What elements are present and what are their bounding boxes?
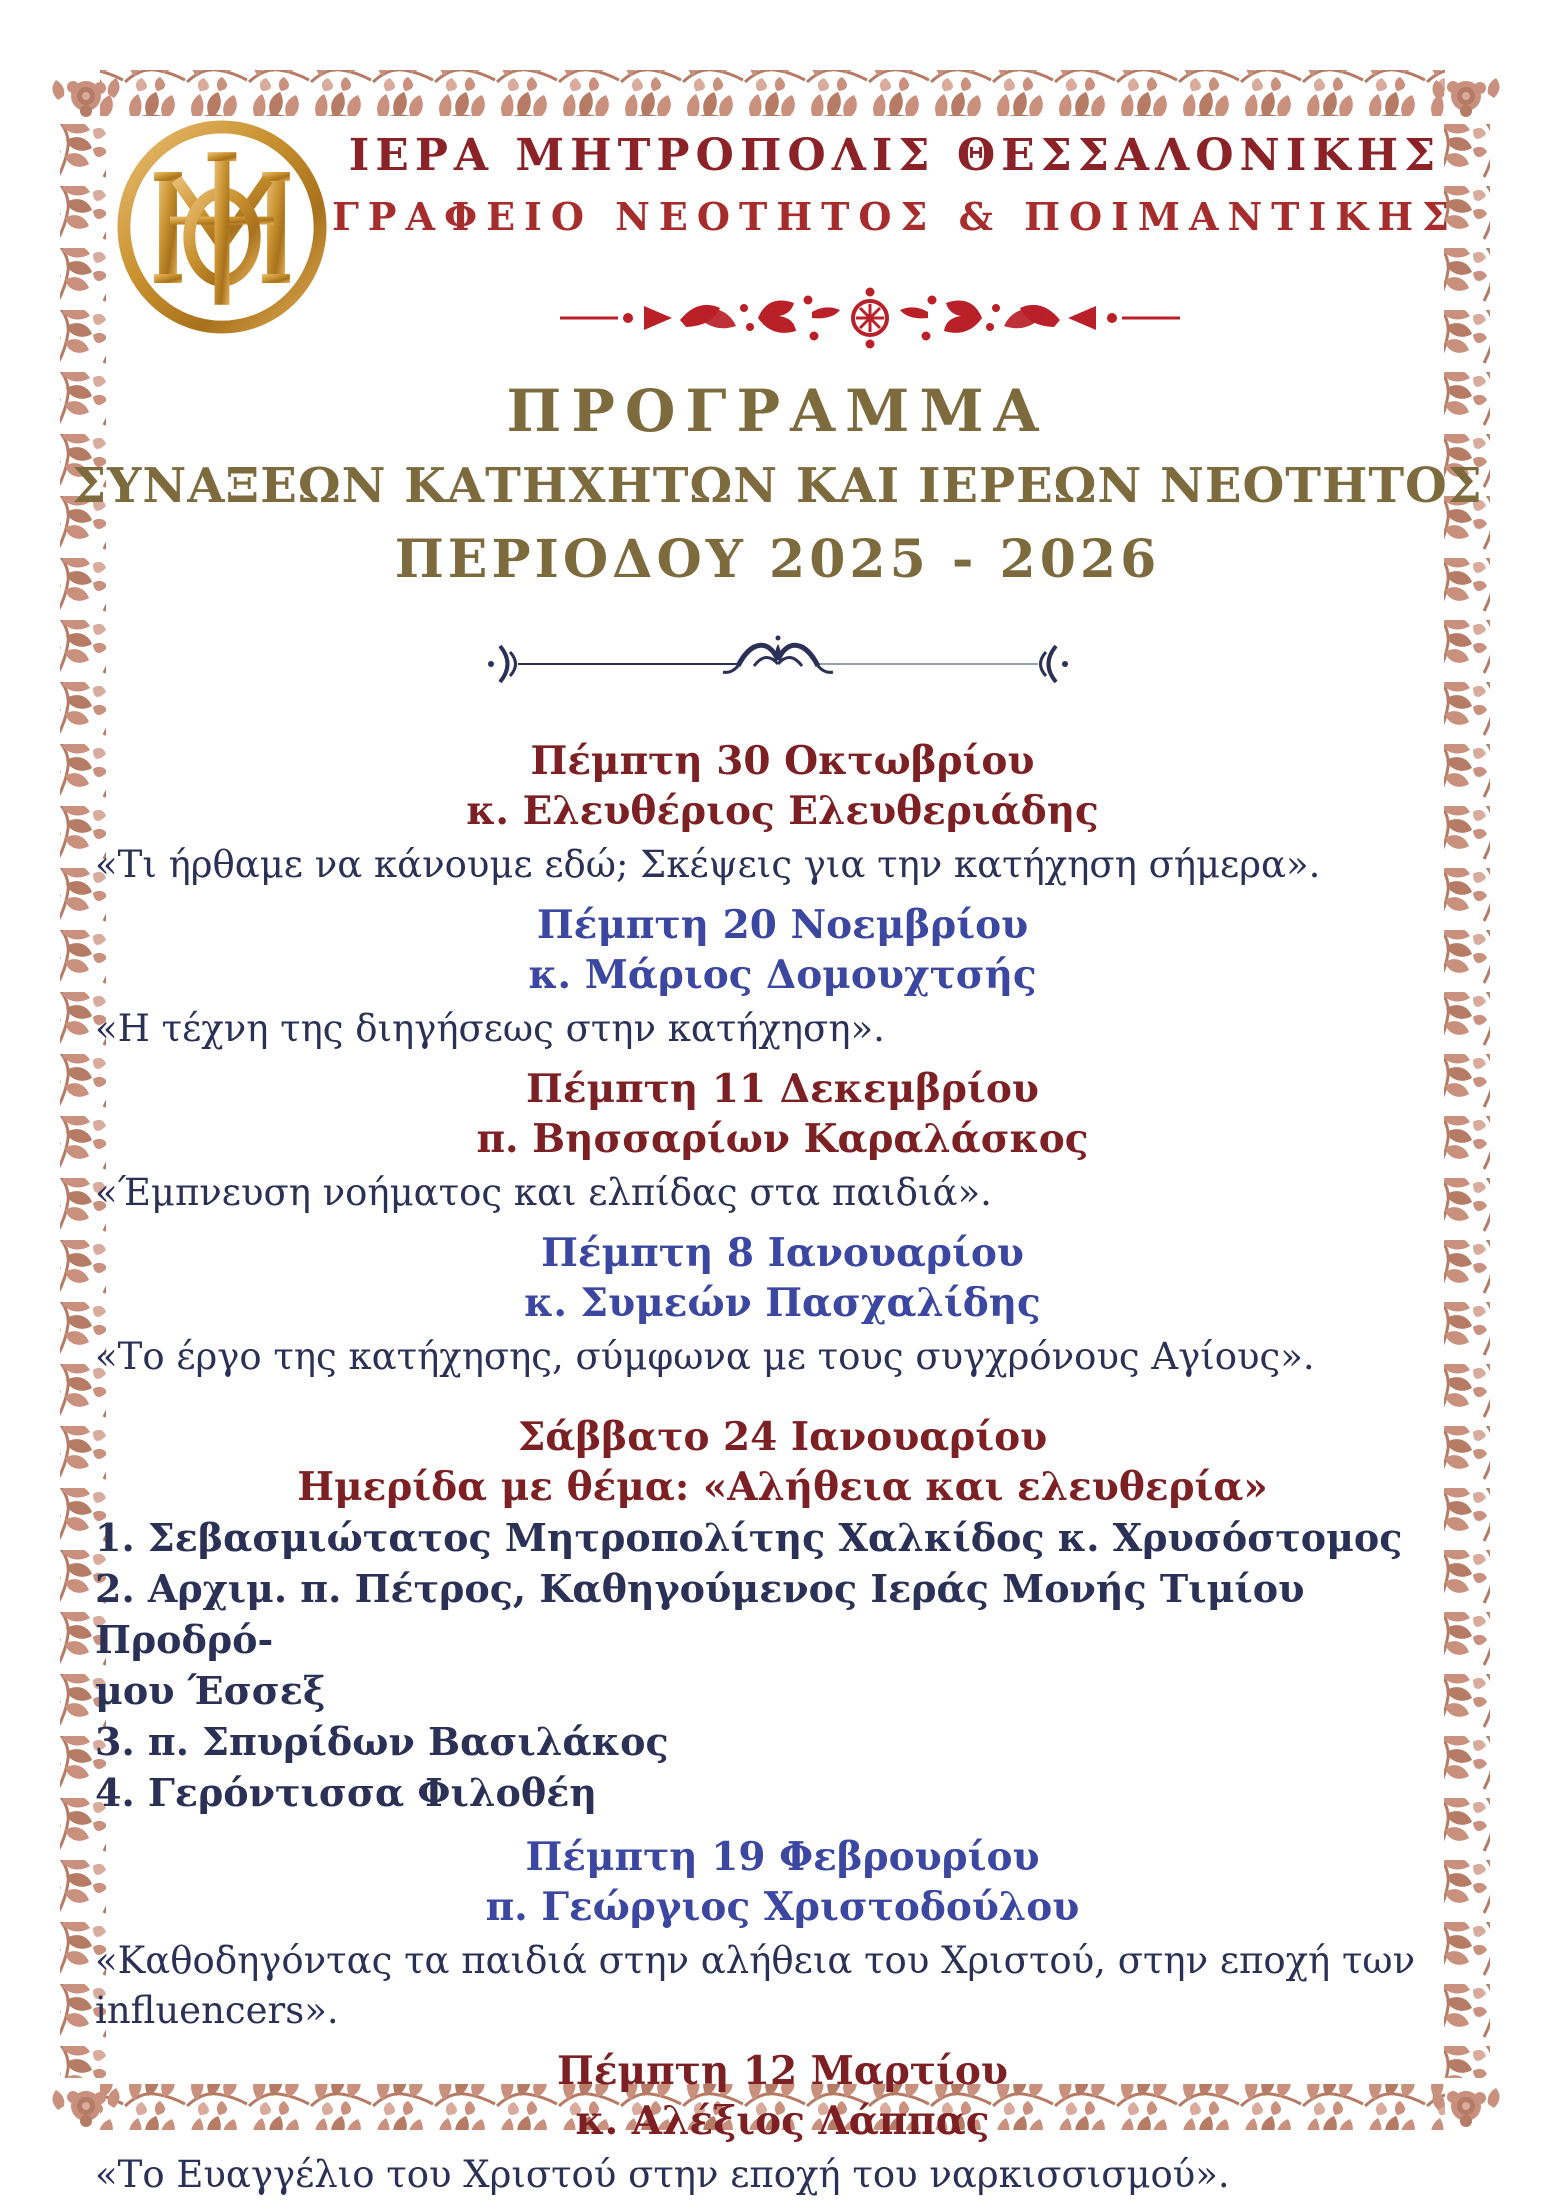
speaker-list-line: 4. Γερόντισσα Φιλοθέη bbox=[95, 1770, 597, 1815]
session-entry bbox=[95, 1064, 1470, 1218]
session-speaker: κ. Συμεών Πασχαλίδης bbox=[524, 1280, 1041, 1326]
session-entry bbox=[95, 2046, 1470, 2200]
session-date: Πέμπτη 20 Νοεμβρίου bbox=[536, 902, 1029, 948]
metropolis-monogram-logo-icon bbox=[113, 118, 331, 336]
header bbox=[330, 132, 1460, 238]
session-date: Πέμπτη 12 Μαρτίου bbox=[557, 2048, 1008, 2094]
session-topic: «Το Ευαγγέλιο του Χριστού στην εποχή του ναρκισσισμού». bbox=[95, 2153, 1230, 2196]
session-date: Πέμπτη 19 Φεβρουρίου bbox=[525, 1834, 1040, 1880]
speaker-list-line: 3. π. Σπυρίδων Βασιλάκος bbox=[95, 1719, 669, 1764]
session-entry bbox=[95, 736, 1470, 890]
speaker-list-line: 2. Αρχιμ. π. Πέτρος, Καθηγούμενος Ιεράς Μονής Τιμίου Προδρό- bbox=[95, 1566, 1305, 1662]
session-topic: «Η τέχνη της διηγήσεως στην κατήχηση». bbox=[95, 1007, 885, 1050]
session-speaker: π. Βησσαρίων Καραλάσκος bbox=[476, 1116, 1089, 1162]
session-date: Πέμπτη 30 Οκτωβρίου bbox=[530, 738, 1035, 784]
session-date: Πέμπτη 8 Ιανουαρίου bbox=[541, 1230, 1024, 1276]
session-topic: «Καθοδηγόντας τα παιδιά στην αλήθεια του Χριστού, στην εποχή των influencers». bbox=[95, 1939, 1416, 2032]
session-speaker: κ. Αλέξιος Λάππας bbox=[575, 2098, 990, 2144]
schedule-list bbox=[95, 736, 1470, 2200]
session-speaker: π. Γεώργιος Χριστοδούλου bbox=[485, 1884, 1080, 1930]
org-name-line2: ΓΡΑΦΕΙΟ ΝΕΟΤΗΤΟΣ & ΠΟΙΜΑΝΤΙΚΗΣ bbox=[331, 194, 1459, 240]
session-entry bbox=[95, 1228, 1470, 1382]
title-line3: ΠΕΡΙΟΔΟΥ 2025 - 2026 bbox=[394, 529, 1161, 590]
session-date: Πέμπτη 11 Δεκεμβρίου bbox=[526, 1066, 1039, 1112]
red-scrollwork-divider-icon bbox=[560, 286, 1180, 350]
org-name-line1: ΙΕΡΑ ΜΗΤΡΟΠΟΛΙΣ ΘΕΣΣΑΛΟΝΙΚΗΣ bbox=[348, 130, 1442, 181]
session-topic: «Τι ήρθαμε να κάνουμε εδώ; Σκέψεις για την κατήχηση σήμερα». bbox=[95, 843, 1321, 886]
program-title bbox=[60, 377, 1495, 590]
title-line2: ΣΥΝΑΞΕΩΝ ΚΑΤΗΧΗΤΩΝ ΚΑΙ ΙΕΡΕΩΝ ΝΕΟΤΗΤΟΣ bbox=[72, 458, 1483, 514]
speaker-list-line: 1. Σεβασμιώτατος Μητροπολίτης Χαλκίδος κ. Χρυσόστομος bbox=[95, 1515, 1403, 1560]
session-speaker: κ. Ελευθέριος Ελευθεριάδης bbox=[466, 788, 1099, 834]
session-topic: «Το έργο της κατήχησης, σύμφωνα με τους συγχρόνους Αγίους». bbox=[95, 1335, 1315, 1378]
session-speaker: κ. Μάριος Δομουχτσής bbox=[528, 952, 1037, 998]
session-entry bbox=[95, 1832, 1470, 2036]
session-topic: «Έμπνευση νοήματος και ελπίδας στα παιδιά». bbox=[95, 1171, 992, 1214]
session-date: Σάββατο 24 Ιανουαρίου bbox=[517, 1414, 1048, 1460]
seminar-entry bbox=[95, 1412, 1470, 1818]
navy-line-divider-icon bbox=[488, 634, 1068, 686]
seminar-subtitle: Ημερίδα με θέμα: «Αλήθεια και ελευθερία» bbox=[297, 1464, 1268, 1510]
title-line1: ΠΡΟΓΡΑΜΜΑ bbox=[506, 377, 1049, 445]
session-entry bbox=[95, 900, 1470, 1054]
speaker-list-line: μου Έσσεξ bbox=[95, 1668, 326, 1713]
